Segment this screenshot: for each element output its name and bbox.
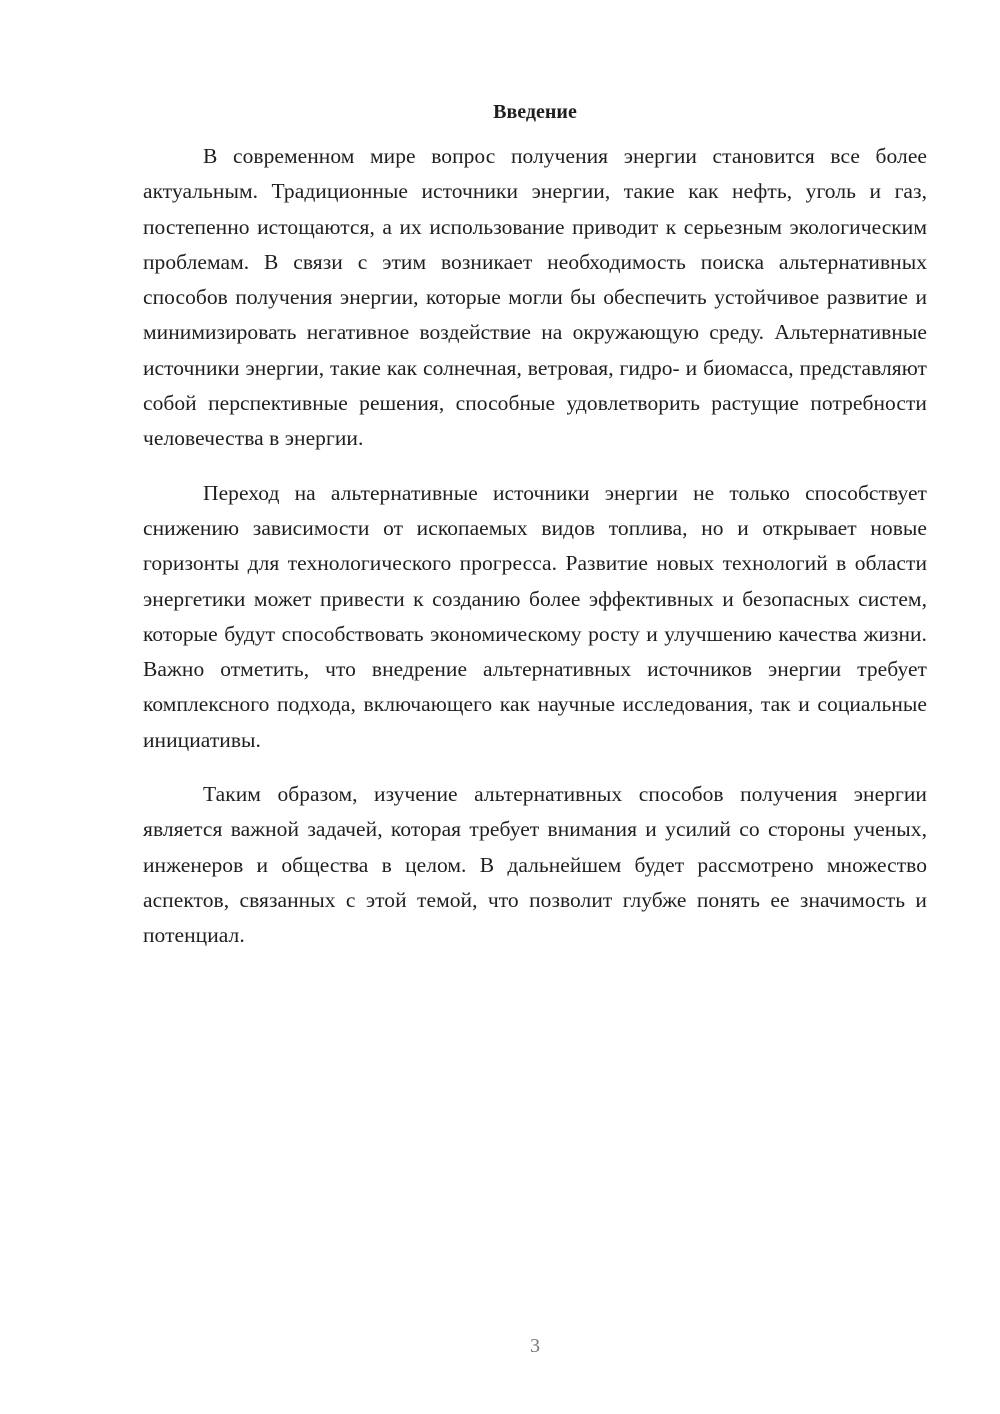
paragraph-3: Таким образом, изучение альтернативных способов получения энергии является важной задачей, которая требует внимания и усилий со стороны ученых, инженеров и общества в целом. В дальнейшем будет рассмотрено множество аспектов, связанных с этой темой, что позволит глубже понять ее значимость и потенциал.	[143, 782, 927, 948]
page-number: 3	[530, 1335, 540, 1357]
paragraph-2: Переход на альтернативные источники энергии не только способствует снижению зависимости от ископаемых видов топлива, но и открывает новые горизонты для технологического прогресса. Развитие новых технологий в области энергетики может привести к созданию более эффективных и безопасных систем, которые будут способствовать экономическому росту и улучшению качества жизни. Важно отметить, что внедрение альтернативных источников энергии требует комплексного подхода, включающего как научные исследования, так и социальные инициативы.	[143, 480, 927, 752]
page-content	[143, 97, 927, 973]
section-title: Введение	[493, 101, 577, 123]
paragraph-1: В современном мире вопрос получения энергии становится все более актуальным. Традиционные источники энергии, такие как нефть, уголь и газ, постепенно истощаются, а их использование приводит к серьезным экологическим проблемам. В связи с этим возникает необходимость поиска альтернативных способов получения энергии, которые могли бы обеспечить устойчивое развитие и минимизировать негативное воздействие на окружающую среду. Альтернативные источники энергии, такие как солнечная, ветровая, гидро- и биомасса, представляют собой перспективные решения, способные удовлетворить растущие потребности человечества в энергии.	[143, 144, 927, 451]
